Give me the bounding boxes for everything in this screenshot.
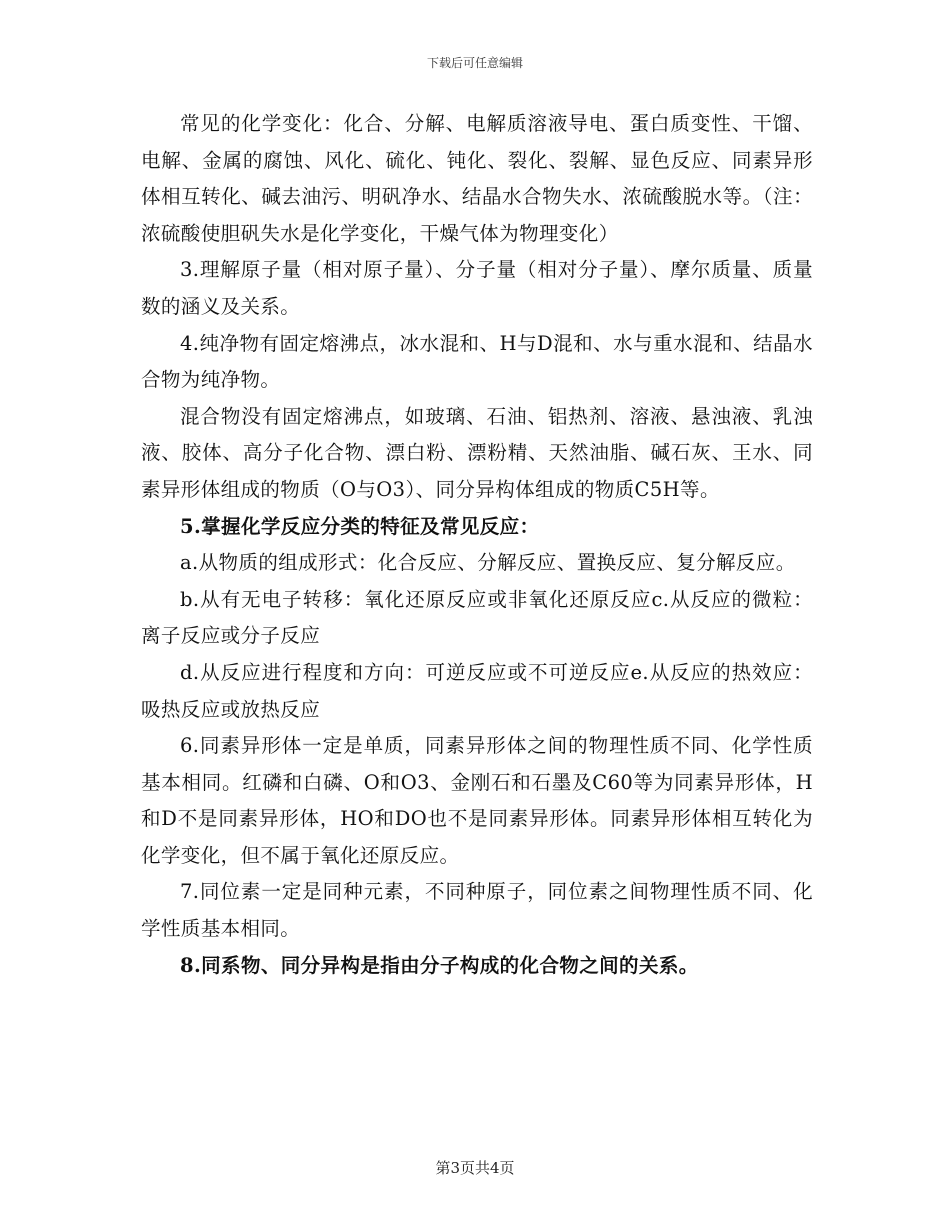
page-header: 下载后可任意编辑 [426, 56, 523, 70]
paragraph-item-5b: b.从有无电子转移：氧化还原反应或非氧化还原反应c.从反应的微粒：离子反应或分子反应 [141, 587, 813, 648]
paragraph-mixtures: 混合物没有固定熔沸点，如玻璃、石油、铝热剂、溶液、悬浊液、乳浊液、胶体、高分子化合物、漂白粉、漂粉精、天然油脂、碱石灰、王水、同素异形体组成的物质（O与O3）、同分异构体组成的物质C5H等。 [141, 404, 813, 501]
paragraph-item-4: 4.纯净物有固定熔沸点，冰水混和、H与D混和、水与重水混和、结晶水合物为纯净物。 [141, 331, 813, 392]
document-body [141, 106, 813, 984]
paragraph-item-3: 3.理解原子量（相对原子量）、分子量（相对分子量）、摩尔质量、质量数的涵义及关系。 [141, 258, 813, 318]
paragraph-item-5d: d.从反应进行程度和方向：可逆反应或不可逆反应e.从反应的热效应：吸热反应或放热反应 [141, 660, 813, 721]
paragraph-chemical-changes: 常见的化学变化：化合、分解、电解质溶液导电、蛋白质变性、干馏、电解、金属的腐蚀、风化、硫化、钝化、裂化、裂解、显色反应、同素异形体相互转化、碱去油污、明矾净水、结晶水合物失水、浓硫酸脱水等。（注：浓硫酸使胆矾失水是化学变化，干燥气体为物理变化） [141, 112, 813, 245]
heading-item-5: 5.掌握化学反应分类的特征及常见反应： [180, 514, 540, 538]
paragraph-item-5a: a.从物质的组成形式：化合反应、分解反应、置换反应、复分解反应。 [180, 551, 796, 575]
paragraph-item-7: 7.同位素一定是同种元素，不同种原子，同位素之间物理性质不同、化学性质基本相同。 [141, 880, 813, 941]
page-footer: 第3页共4页 [435, 1159, 515, 1177]
paragraph-item-6: 6.同素异形体一定是单质，同素异形体之间的物理性质不同、化学性质基本相同。红磷和白磷、O和O3、金刚石和石墨及C60等为同素异形体，H和D不是同素异形体，HO和DO也不是同素异形体。同素异形体相互转化为化学变化，但不属于氧化还原反应。 [141, 734, 813, 867]
heading-item-8: 8.同系物、同分异构是指由分子构成的化合物之间的关系。 [180, 953, 699, 977]
